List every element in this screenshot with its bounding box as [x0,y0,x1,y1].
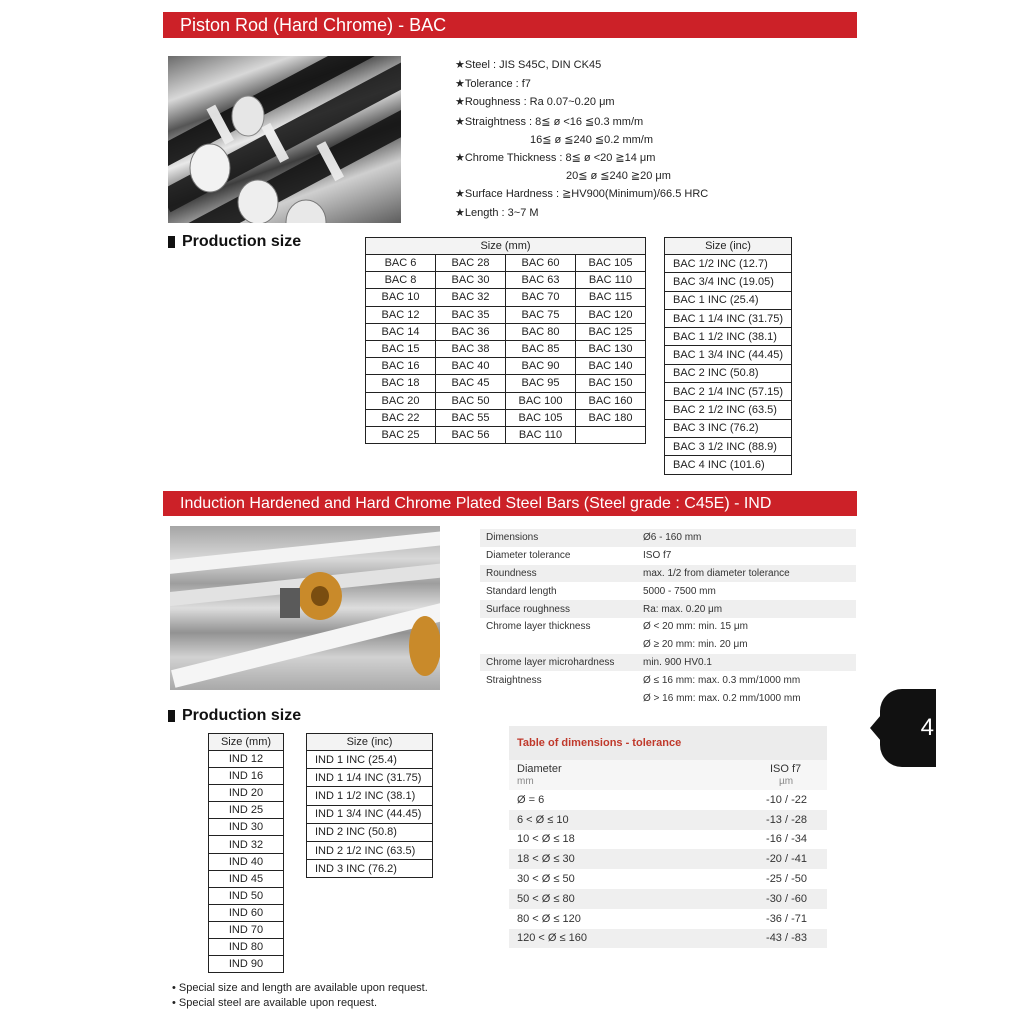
diameter-range: 6 < Ø ≤ 10 [517,813,569,826]
size-cell: BAC 20 [366,392,436,409]
spec-key: Chrome layer thickness [486,621,591,633]
size-cell: BAC 70 [506,289,576,306]
diameter-range: Ø = 6 [517,793,545,806]
spec-row [480,618,856,636]
size-cell: BAC 1 3/4 INC (44.45) [665,346,792,364]
footnotes [172,981,428,1011]
spec-value: ISO f7 [643,550,672,562]
spec-key: Chrome layer microhardness [486,656,615,668]
spec-row [480,636,856,654]
size-cell: IND 60 [209,904,284,921]
table-row [665,273,792,291]
size-cell: BAC 95 [506,375,576,392]
table-row [665,309,792,327]
table-row [209,802,284,819]
spec-key: Surface roughness [486,603,570,615]
spec-row [480,671,856,689]
spec-chrome-thickness-2: 20≦ ø ≦240 ≧20 μm [566,170,671,182]
spec-value: Ø ≥ 20 mm: min. 20 μm [643,639,748,651]
size-cell: BAC 140 [576,358,646,375]
production-size-label: Production size [182,707,302,724]
spec-value: Ø ≤ 16 mm: max. 0.3 mm/1000 mm [643,674,801,686]
size-cell: IND 1 1/2 INC (38.1) [307,787,433,805]
size-cell: BAC 4 INC (101.6) [665,456,792,474]
bac-mm-size-table [365,237,646,444]
iso-tolerance: -43 / -83 [766,932,807,945]
spec-value: 5000 - 7500 mm [643,585,716,597]
size-cell: IND 20 [209,785,284,802]
table-row [209,956,284,973]
tolerance-row [509,869,827,889]
footnote: • Special size and length are available upon request. [172,982,428,994]
spec-row [480,654,856,672]
size-cell: BAC 2 INC (50.8) [665,364,792,382]
spec-row [480,547,856,565]
size-cell: BAC 18 [366,375,436,392]
spec-key: Roundness [486,567,537,579]
size-cell: BAC 40 [436,358,506,375]
iso-tolerance: -25 / -50 [766,873,807,886]
spec-key: Diameter tolerance [486,550,571,562]
table-row [307,805,433,823]
table-row [366,409,646,426]
tolerance-row [509,849,827,869]
size-cell: BAC 22 [366,409,436,426]
bullet-square-icon [168,236,175,248]
table-row [209,939,284,956]
size-cell: BAC 55 [436,409,506,426]
size-cell: IND 90 [209,956,284,973]
size-cell: BAC 1 INC (25.4) [665,291,792,309]
size-cell: BAC 63 [506,272,576,289]
section-title-bac: Piston Rod (Hard Chrome) - BAC [163,12,857,38]
iso-unit: µm [779,776,794,787]
spec-roughness: ★Roughness : Ra 0.07~0.20 μm [455,96,615,108]
size-cell: IND 45 [209,870,284,887]
spec-surface-hardness: ★Surface Hardness : ≧HV900(Minimum)/66.5 HRC [455,188,709,200]
size-cell [576,426,646,443]
spec-value: Ø6 - 160 mm [643,532,702,544]
ind-inc-size-table [306,733,433,878]
table-row [665,364,792,382]
size-cell: BAC 125 [576,323,646,340]
size-cell: BAC 38 [436,340,506,357]
size-cell: BAC 3 1/2 INC (88.9) [665,437,792,455]
table-header: Size (mm) [209,734,284,751]
tolerance-row [509,889,827,909]
diameter-column-label: Diameter [517,763,562,775]
size-cell: BAC 180 [576,409,646,426]
piston-rod-photo [168,56,401,223]
size-cell: IND 1 1/4 INC (31.75) [307,769,433,787]
diameter-unit: mm [517,776,534,787]
size-cell: BAC 2 1/2 INC (63.5) [665,401,792,419]
table-row [209,836,284,853]
spec-value: Ø < 20 mm: min. 15 μm [643,621,748,633]
size-cell: IND 70 [209,921,284,938]
size-cell: BAC 28 [436,255,506,272]
tolerance-table [509,726,827,948]
table-row [366,289,646,306]
size-cell: IND 16 [209,768,284,785]
table-row [209,870,284,887]
production-size-heading-ind [168,707,301,725]
size-cell: IND 50 [209,887,284,904]
iso-tolerance: -36 / -71 [766,912,807,925]
table-row [665,456,792,474]
table-row [366,426,646,443]
size-cell: BAC 60 [506,255,576,272]
spec-value: Ø > 16 mm: max. 0.2 mm/1000 mm [643,692,801,704]
table-row [665,419,792,437]
table-row [307,787,433,805]
tolerance-row [509,790,827,810]
size-cell: BAC 14 [366,323,436,340]
page-number-tab [880,689,936,767]
spec-key: Standard length [486,585,557,597]
size-cell: BAC 85 [506,340,576,357]
size-cell: IND 25 [209,802,284,819]
size-cell: BAC 16 [366,358,436,375]
table-row [665,291,792,309]
table-row [366,306,646,323]
size-cell: BAC 6 [366,255,436,272]
table-header: Size (mm) [366,238,646,255]
iso-tolerance: -16 / -34 [766,833,807,846]
spec-key: Dimensions [486,532,539,544]
size-cell: IND 1 3/4 INC (44.45) [307,805,433,823]
bac-inc-size-table [664,237,792,475]
spec-value: Ra: max. 0.20 μm [643,603,723,615]
spec-straightness: ★Straightness : 8≦ ø <16 ≦0.3 mm/m [455,116,644,128]
size-cell: BAC 160 [576,392,646,409]
size-cell: BAC 45 [436,375,506,392]
table-row [665,401,792,419]
size-cell: BAC 150 [576,375,646,392]
ind-spec-table [480,529,856,707]
tolerance-row [509,810,827,830]
diameter-range: 10 < Ø ≤ 18 [517,833,575,846]
table-row [366,358,646,375]
table-row [366,375,646,392]
table-row [307,823,433,841]
size-cell: IND 32 [209,836,284,853]
iso-tolerance: -20 / -41 [766,853,807,866]
size-cell: BAC 1 1/4 INC (31.75) [665,309,792,327]
production-size-heading [168,233,301,251]
spec-row [480,600,856,618]
size-cell: BAC 80 [506,323,576,340]
table-row [307,841,433,859]
table-row [209,887,284,904]
iso-tolerance: -30 / -60 [766,892,807,905]
spec-length: ★Length : 3~7 M [455,207,539,219]
diameter-range: 50 < Ø ≤ 80 [517,892,575,905]
table-row [209,904,284,921]
size-cell: BAC 2 1/4 INC (57.15) [665,383,792,401]
size-cell: IND 12 [209,751,284,768]
table-header: Size (inc) [665,238,792,255]
size-cell: BAC 32 [436,289,506,306]
size-cell: BAC 115 [576,289,646,306]
diameter-range: 80 < Ø ≤ 120 [517,912,581,925]
size-cell: IND 2 1/2 INC (63.5) [307,841,433,859]
ind-mm-size-table [208,733,284,973]
page-number: 4 [920,714,934,741]
size-cell: BAC 10 [366,289,436,306]
table-row [209,921,284,938]
tolerance-row [509,909,827,929]
table-row [665,383,792,401]
table-header: Size (inc) [307,734,433,751]
bullet-square-icon [168,710,175,722]
size-cell: BAC 110 [576,272,646,289]
tolerance-row [509,929,827,949]
size-cell: IND 2 INC (50.8) [307,823,433,841]
size-cell: BAC 105 [506,409,576,426]
table-row [209,785,284,802]
table-row [665,255,792,273]
table-row [366,272,646,289]
spec-row [480,529,856,547]
size-cell: BAC 90 [506,358,576,375]
size-cell: BAC 12 [366,306,436,323]
size-cell: BAC 3/4 INC (19.05) [665,273,792,291]
spec-key: Straightness [486,674,542,686]
size-cell: IND 80 [209,939,284,956]
spec-row [480,565,856,583]
diameter-range: 120 < Ø ≤ 160 [517,932,587,945]
table-row [209,751,284,768]
steel-bars-photo [170,526,440,690]
table-row [209,853,284,870]
table-row [209,819,284,836]
size-cell: BAC 1 1/2 INC (38.1) [665,328,792,346]
table-row [307,751,433,769]
table-row [307,860,433,878]
spec-chrome-thickness: ★Chrome Thickness : 8≦ ø <20 ≧14 μm [455,152,656,164]
iso-tolerance: -13 / -28 [766,813,807,826]
size-cell: BAC 110 [506,426,576,443]
spec-value: max. 1/2 from diameter tolerance [643,567,790,579]
size-cell: BAC 1/2 INC (12.7) [665,255,792,273]
size-cell: BAC 100 [506,392,576,409]
diameter-range: 18 < Ø ≤ 30 [517,853,575,866]
spec-row [480,689,856,707]
size-cell: BAC 75 [506,306,576,323]
size-cell: IND 3 INC (76.2) [307,860,433,878]
size-cell: BAC 15 [366,340,436,357]
size-cell: IND 40 [209,853,284,870]
section-title-ind: Induction Hardened and Hard Chrome Plated Steel Bars (Steel grade : C45E) - IND [163,491,857,516]
spec-value: min. 900 HV0.1 [643,656,712,668]
table-row [665,437,792,455]
size-cell: BAC 105 [576,255,646,272]
tolerance-table-header [509,760,827,790]
table-row [307,769,433,787]
size-cell: BAC 3 INC (76.2) [665,419,792,437]
size-cell: BAC 35 [436,306,506,323]
footnote: • Special steel are available upon request. [172,997,378,1009]
diameter-range: 30 < Ø ≤ 50 [517,873,575,886]
size-cell: BAC 120 [576,306,646,323]
spec-straightness-2: 16≦ ø ≦240 ≦0.2 mm/m [530,134,654,146]
size-cell: IND 30 [209,819,284,836]
spec-row [480,582,856,600]
size-cell: BAC 50 [436,392,506,409]
table-row [209,768,284,785]
tolerance-row [509,830,827,850]
size-cell: IND 1 INC (25.4) [307,751,433,769]
iso-tolerance: -10 / -22 [766,793,807,806]
table-row [366,392,646,409]
table-row [665,346,792,364]
size-cell: BAC 36 [436,323,506,340]
iso-column-label: ISO f7 [770,763,802,775]
spec-tolerance: ★Tolerance : f7 [455,78,531,90]
size-cell: BAC 25 [366,426,436,443]
table-row [366,340,646,357]
table-row [366,255,646,272]
production-size-label: Production size [182,233,302,250]
tolerance-table-title: Table of dimensions - tolerance [509,726,827,760]
size-cell: BAC 30 [436,272,506,289]
spec-steel: ★Steel : JIS S45C, DIN CK45 [455,59,602,71]
table-row [665,328,792,346]
table-row [366,323,646,340]
size-cell: BAC 130 [576,340,646,357]
size-cell: BAC 56 [436,426,506,443]
size-cell: BAC 8 [366,272,436,289]
